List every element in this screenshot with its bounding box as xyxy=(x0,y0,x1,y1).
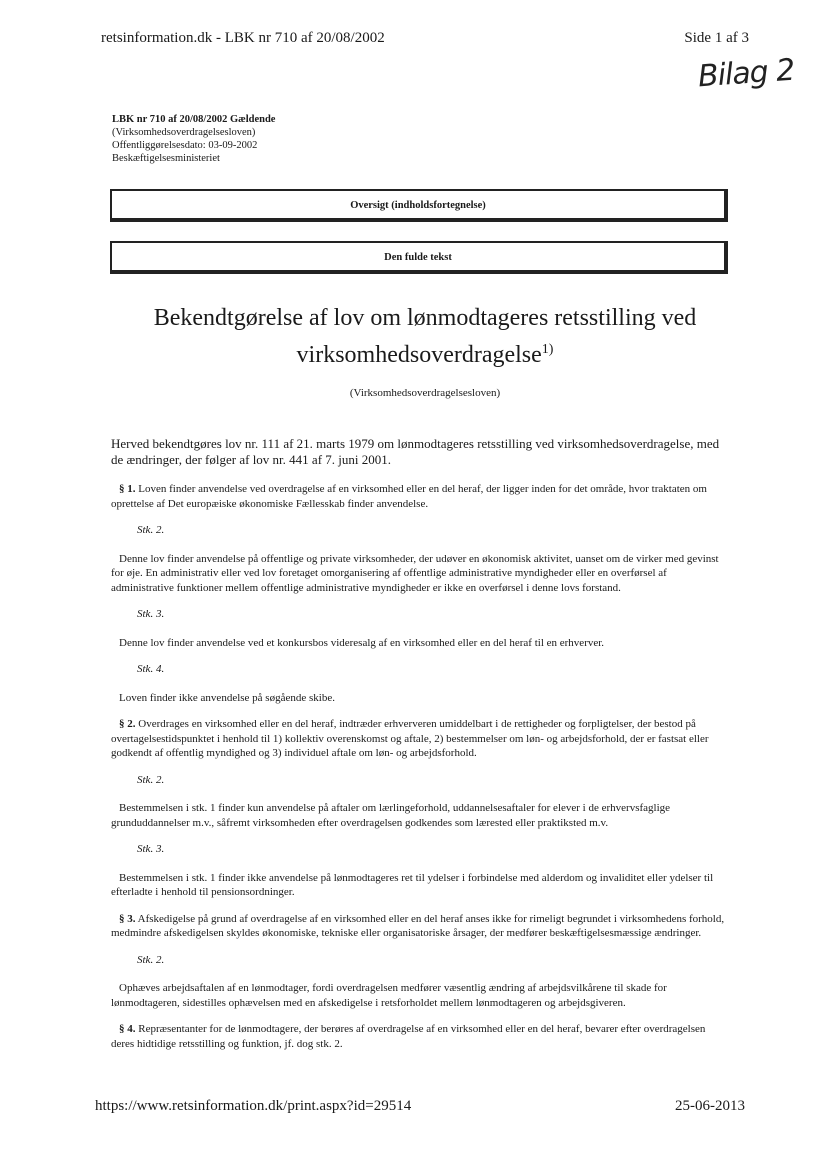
section-label: § 3. xyxy=(119,912,136,925)
section-text: Afskedigelse på grund af overdragelse af en virksomhed eller en del heraf anses ikke for rimeligt begrundet i virksomhedens forhold, medmindre afskedigelsen skyldes økonomiske, tekniske eller organisatoriske årsager, der medfører beskæftigelsesmæssige ændringer. xyxy=(111,912,725,939)
stk-label: Stk. 4. xyxy=(137,663,165,675)
page-footer-url: https://www.retsinformation.dk/print.aspx?id=29514 xyxy=(95,1098,412,1114)
section-3 xyxy=(111,912,731,941)
law-short-name: (Virksomhedsoverdragelsesloven) xyxy=(112,127,256,138)
section-label: § 2. xyxy=(119,718,136,730)
stk-label: Stk. 3. xyxy=(137,608,165,620)
document-meta xyxy=(112,113,275,165)
document-title xyxy=(100,302,750,371)
section-label: § 4. xyxy=(119,1023,136,1035)
title-text: Bekendtgørelse af lov om lønmodtageres retsstilling ved virksomhedsoverdragelse xyxy=(153,305,697,368)
section-4 xyxy=(111,1022,731,1051)
document-subtitle: (Virksomhedsoverdragelsesloven) xyxy=(349,387,501,399)
section-3-stk-2: Ophæves arbejdsaftalen af en lønmodtager, fordi overdragelsen medfører væsentlig ændring af arbejdsvilkårene til skade for lønmodtageren, sidestilles ophævelsen med en afskedigelse i retsforholdet mellem lønmodtageren og arbejdsgiveren. xyxy=(111,982,667,1009)
section-text: Repræsentanter for de lønmodtagere, der berøres af overdragelse af en virksomhed eller en del heraf, bevarer efter overdragelsen deres hidtidige retsstilling og funktion, jf. dog stk. 2. xyxy=(111,1023,706,1050)
section-1-stk-2: Denne lov finder anvendelse på offentlige og private virksomheder, der udøver en økonomisk aktivitet, uanset om de virker med gevinst for øje. En administrativ eller ved lov foretaget omorganisering af offentlige administrative myndigheder eller en overførsel af administrative funktioner mellem offentlige administrative myndigheder er ikke en overførsel i denne lovs forstand. xyxy=(111,552,719,594)
document-body xyxy=(111,436,731,1063)
ministry: Beskæftigelsesministeriet xyxy=(112,153,220,164)
intro-paragraph: Herved bekendtgøres lov nr. 111 af 21. marts 1979 om lønmodtageres retsstilling ved virksomhedsoverdragelse, med de ændringer, der følger af lov nr. 441 af 7. juni 2001. xyxy=(111,436,720,467)
stk-label: Stk. 2. xyxy=(137,773,165,786)
section-2-stk-2: Bestemmelsen i stk. 1 finder kun anvendelse på aftaler om lærlingeforhold, uddannelsesaftaler for elever i de erhvervsfaglige grunduddannelser m.v., såfremt virksomheden efter overdragelsen godkendes som lærested eller praktiksted m.v. xyxy=(111,802,671,829)
section-text: Loven finder anvendelse ved overdragelse af en virksomhed eller en del heraf, der ligger inden for det område, hvor traktaten om oprettelse af Det europæiske økonomiske Fællesskab finder anvendelse. xyxy=(111,483,707,510)
handwritten-annotation: Bilag 2 xyxy=(696,52,796,95)
stk-label: Stk. 3. xyxy=(137,843,165,855)
stk-label: Stk. 2. xyxy=(137,953,165,966)
section-1 xyxy=(111,482,731,511)
title-footnote-marker[interactable]: 1) xyxy=(541,342,554,357)
page-number: Side 1 af 3 xyxy=(684,30,749,46)
section-2 xyxy=(111,717,731,761)
overview-link-box[interactable]: Oversigt (indholdsfortegnelse) xyxy=(110,189,728,222)
law-number: LBK nr 710 af 20/08/2002 Gældende xyxy=(112,114,276,125)
page-footer-date: 25-06-2013 xyxy=(675,1098,745,1114)
section-1-stk-4: Loven finder ikke anvendelse på søgående skibe. xyxy=(119,691,335,704)
publication-date: Offentliggørelsesdato: 03-09-2002 xyxy=(112,140,258,151)
fulltext-link-box[interactable]: Den fulde tekst xyxy=(110,241,728,274)
section-1-stk-3: Denne lov finder anvendelse ved et konkursbos videresalg af en virksomhed eller en del heraf til en erhverver. xyxy=(119,636,605,649)
section-label: § 1. xyxy=(119,483,136,495)
section-text: Overdrages en virksomhed eller en del heraf, indtræder erhververen umiddelbart i de rettigheder og forpligtelser, der bestod på overtagelsestidspunktet i henhold til 1) kollektiv overenskomst og aftale, 2) bestemmelser om løn- og arbejdsforhold, der er fastsat eller godkendt af offentlig myndighed og 3) individuel aftale om løn- og arbejdsforhold. xyxy=(111,718,709,759)
section-2-stk-3: Bestemmelsen i stk. 1 finder ikke anvendelse på lønmodtageres ret til ydelser i forbindelse med alderdom og invaliditet eller ydelser til efterladte i henhold til pensionsordninger. xyxy=(111,871,714,898)
stk-label: Stk. 2. xyxy=(137,524,165,536)
page-header-source: retsinformation.dk - LBK nr 710 af 20/08/2002 xyxy=(101,30,385,46)
